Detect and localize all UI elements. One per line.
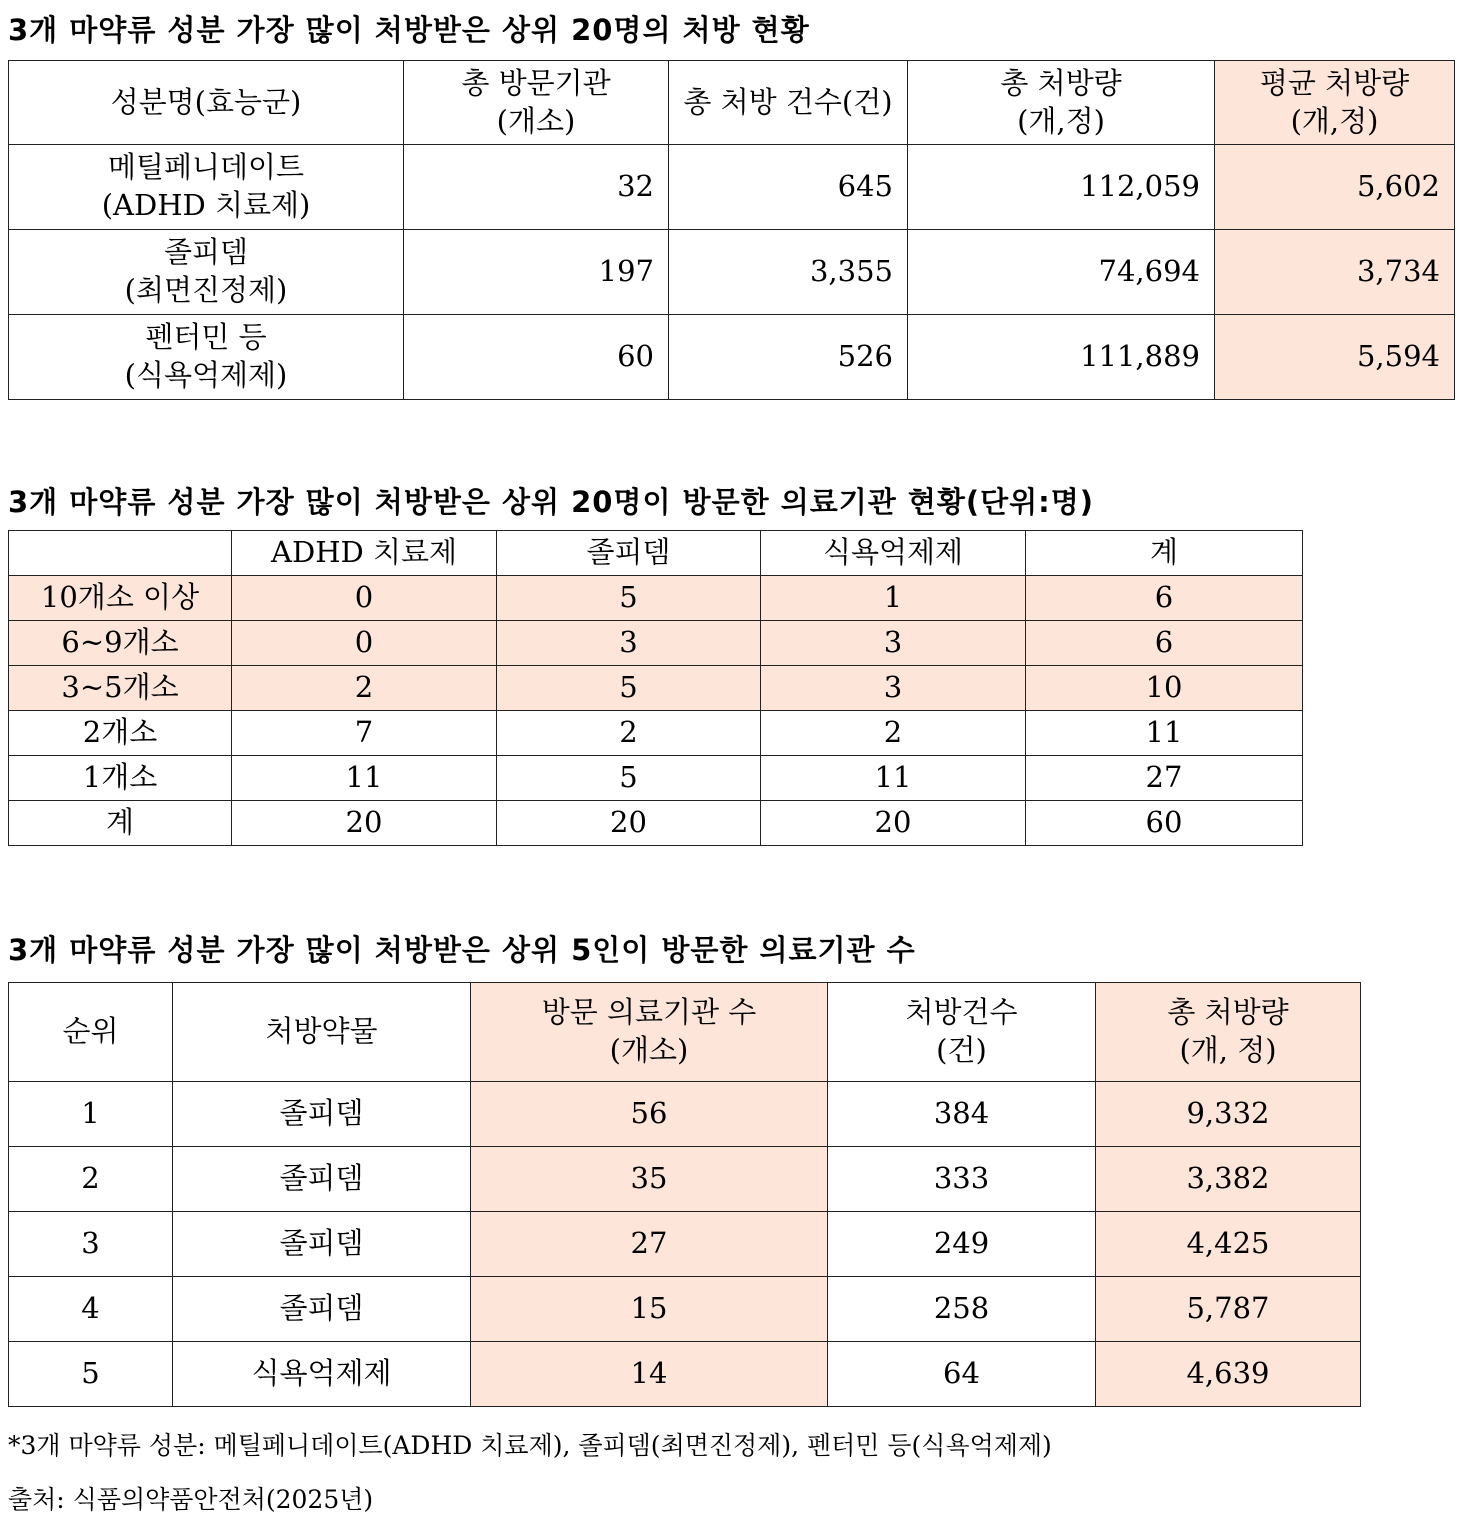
value-cell-text: 3,734 (1356, 254, 1440, 289)
rank-cell (9, 1277, 173, 1342)
header-cell-text: 식욕억제제 (822, 535, 964, 570)
rank-cell-text: 3 (81, 1226, 100, 1261)
footnote: *3개 마약류 성분: 메틸페니데이트(ADHD 치료제), 졸피뎀(최면진정제), 펜터민 등(식욕억제제) (8, 1431, 1052, 1460)
range-cell (9, 711, 232, 756)
value-cell (1026, 756, 1303, 801)
value-cell (1096, 1277, 1361, 1342)
ingredient-cell-text: 펜터민 등 (145, 320, 267, 355)
table-row (9, 315, 1455, 400)
value-cell-text: 60 (1145, 805, 1183, 840)
range-cell-text: 6~9개소 (61, 625, 179, 660)
value-cell (828, 1082, 1096, 1147)
value-cell-text: 249 (933, 1226, 990, 1261)
value-cell (471, 1342, 828, 1407)
ingredient-cell-text: 졸피뎀 (163, 235, 249, 270)
table-row (9, 711, 1303, 756)
table-row (9, 145, 1455, 230)
value-cell (173, 1147, 471, 1212)
value-cell-text: 11 (345, 760, 383, 795)
value-cell (1026, 666, 1303, 711)
value-cell-text: 4,639 (1186, 1356, 1270, 1391)
table-row (9, 666, 1303, 711)
value-cell-text: 645 (837, 169, 893, 204)
value-cell (761, 756, 1026, 801)
header-cell-text: (건) (936, 1033, 987, 1067)
value-cell (497, 801, 761, 846)
ingredient-cell-text: 메틸페니데이트 (107, 150, 305, 185)
range-cell-text: 1개소 (82, 760, 158, 795)
range-cell-text: 3~5개소 (61, 670, 179, 705)
value-cell-text: 졸피뎀 (279, 1161, 364, 1196)
value-cell-text: 27 (630, 1226, 668, 1261)
table3-title: 3개 마약류 성분 가장 많이 처방받은 상위 5인이 방문한 의료기관 수 (8, 933, 916, 967)
value-cell (497, 756, 761, 801)
rank-cell-text: 2 (81, 1161, 100, 1196)
value-cell (828, 1277, 1096, 1342)
value-cell-text: 9,332 (1186, 1096, 1270, 1131)
value-cell-text: 56 (630, 1096, 668, 1131)
header-cell-text: 계 (1149, 535, 1178, 570)
value-cell (497, 711, 761, 756)
range-cell (9, 666, 232, 711)
table-row (9, 801, 1303, 846)
value-cell (908, 145, 1215, 230)
value-cell-text: 졸피뎀 (279, 1096, 364, 1131)
value-cell (471, 1212, 828, 1277)
ingredient-cell-text: (최면진정제) (124, 273, 288, 307)
table-row (9, 1212, 1361, 1277)
header-cell (908, 61, 1215, 145)
header-cell (761, 531, 1026, 576)
value-cell-text: 2 (619, 715, 638, 750)
value-cell (497, 666, 761, 711)
value-cell-text: 식욕억제제 (251, 1356, 392, 1391)
table-row (9, 1342, 1361, 1407)
header-cell-text: 총 처방량 (1167, 995, 1289, 1030)
value-cell-text: 11 (874, 760, 912, 795)
value-cell (232, 576, 497, 621)
value-cell-text: 111,889 (1080, 339, 1200, 374)
table-row (9, 576, 1303, 621)
value-cell-text: 258 (933, 1291, 990, 1326)
value-cell (669, 230, 908, 315)
header-cell-text: 처방약물 (265, 1014, 378, 1049)
header-cell-text: (개소) (496, 103, 576, 138)
value-cell-text: 60 (617, 339, 654, 374)
value-cell-text: 526 (837, 339, 893, 374)
value-cell (1026, 621, 1303, 666)
range-cell (9, 576, 232, 621)
value-cell (828, 1342, 1096, 1407)
rank-cell-text: 5 (81, 1356, 100, 1391)
header-cell-text: (개, 정) (1179, 1033, 1277, 1067)
value-cell-text: 7 (354, 715, 374, 750)
rank-cell-text: 1 (81, 1096, 100, 1131)
value-cell-text: 197 (598, 254, 654, 289)
rank-cell-text: 4 (81, 1291, 100, 1326)
value-cell (669, 145, 908, 230)
value-cell-text: 3 (883, 625, 903, 660)
header-cell-text: 방문 의료기관 수 (541, 995, 757, 1030)
header-cell-text: 총 처방 건수(건) (683, 84, 893, 119)
value-cell-text: 5,594 (1356, 339, 1440, 374)
range-cell (9, 621, 232, 666)
range-cell (9, 756, 232, 801)
value-cell (404, 145, 669, 230)
header-cell-text: 졸피뎀 (586, 535, 671, 570)
value-cell (1096, 1147, 1361, 1212)
value-cell (1215, 230, 1455, 315)
value-cell-text: 11 (1145, 715, 1183, 750)
header-cell (9, 983, 173, 1082)
source-note: 출처: 식품의약품안전처(2025년) (8, 1485, 374, 1514)
prescription-status-table (8, 60, 1455, 400)
value-cell-text: 15 (630, 1291, 668, 1326)
value-cell-text: 0 (354, 580, 374, 615)
value-cell-text: 6 (1154, 625, 1174, 660)
value-cell (173, 1082, 471, 1147)
value-cell-text: 3,355 (809, 254, 893, 289)
header-cell (232, 531, 497, 576)
value-cell-text: 32 (617, 169, 654, 204)
value-cell-text: 5,602 (1356, 169, 1440, 204)
value-cell (1096, 1212, 1361, 1277)
value-cell (497, 576, 761, 621)
value-cell (1026, 576, 1303, 621)
ingredient-cell (9, 315, 404, 400)
value-cell-text: 35 (630, 1161, 668, 1196)
value-cell (232, 756, 497, 801)
value-cell (669, 315, 908, 400)
value-cell (761, 576, 1026, 621)
value-cell (404, 230, 669, 315)
value-cell (908, 230, 1215, 315)
header-cell-text: ADHD 치료제 (271, 535, 457, 570)
value-cell (1026, 801, 1303, 846)
range-cell (9, 801, 232, 846)
value-cell (1215, 145, 1455, 230)
table2-title: 3개 마약류 성분 가장 많이 처방받은 상위 20명이 방문한 의료기관 현황(단위:명) (8, 485, 1095, 519)
value-cell-text: 20 (345, 805, 383, 840)
header-cell-text: 처방건수 (905, 995, 1018, 1030)
table-row (9, 230, 1455, 315)
value-cell (828, 1147, 1096, 1212)
header-cell-text: (개,정) (1017, 103, 1105, 138)
header-cell-text: (개소) (609, 1033, 689, 1067)
header-cell (471, 983, 828, 1082)
table-row (9, 756, 1303, 801)
rank-cell (9, 1082, 173, 1147)
value-cell-text: 3 (619, 625, 638, 660)
value-cell-text: 384 (933, 1096, 990, 1131)
range-cell-text: 2개소 (82, 715, 158, 750)
value-cell (1096, 1342, 1361, 1407)
table-row (9, 1082, 1361, 1147)
value-cell-text: 10 (1145, 670, 1183, 705)
value-cell (761, 666, 1026, 711)
value-cell (232, 666, 497, 711)
header-cell-text: 순위 (62, 1014, 119, 1049)
range-cell-text: 계 (105, 805, 134, 840)
table1-title: 3개 마약류 성분 가장 많이 처방받은 상위 20명의 처방 현황 (8, 13, 810, 47)
header-cell (669, 61, 908, 145)
value-cell (232, 801, 497, 846)
value-cell (761, 711, 1026, 756)
header-cell-text: (개,정) (1290, 103, 1379, 138)
value-cell-text: 20 (610, 805, 647, 840)
table-row (9, 1147, 1361, 1212)
top5-table (8, 982, 1361, 1407)
header-cell (1096, 983, 1361, 1082)
value-cell-text: 27 (1145, 760, 1183, 795)
value-cell-text: 5,787 (1186, 1291, 1270, 1326)
ingredient-cell (9, 145, 404, 230)
value-cell (761, 621, 1026, 666)
value-cell (1096, 1082, 1361, 1147)
header-cell (9, 61, 404, 145)
value-cell-text: 5 (619, 580, 638, 615)
header-cell (497, 531, 761, 576)
value-cell-text: 333 (933, 1161, 990, 1196)
value-cell-text: 4,425 (1186, 1226, 1270, 1261)
ingredient-cell-text: (ADHD 치료제) (101, 188, 311, 222)
value-cell-text: 졸피뎀 (279, 1226, 364, 1261)
header-cell-text: 총 처방량 (1000, 65, 1122, 100)
value-cell (497, 621, 761, 666)
value-cell (404, 315, 669, 400)
rank-cell (9, 1212, 173, 1277)
value-cell-text: 14 (630, 1356, 668, 1391)
header-cell (1215, 61, 1455, 145)
value-cell-text: 5 (619, 670, 638, 705)
rank-cell (9, 1342, 173, 1407)
header-row (9, 61, 1455, 145)
value-cell-text: 3,382 (1186, 1161, 1270, 1196)
value-cell (232, 711, 497, 756)
institution-visit-table (8, 530, 1303, 846)
value-cell (471, 1147, 828, 1212)
range-cell-text: 10개소 이상 (40, 580, 200, 615)
value-cell (828, 1212, 1096, 1277)
value-cell-text: 3 (883, 670, 903, 705)
header-cell (828, 983, 1096, 1082)
value-cell-text: 0 (354, 625, 374, 660)
value-cell (761, 801, 1026, 846)
value-cell-text: 졸피뎀 (279, 1291, 364, 1326)
table-row (9, 621, 1303, 666)
value-cell-text: 64 (943, 1356, 980, 1391)
header-cell (9, 531, 232, 576)
value-cell (471, 1277, 828, 1342)
value-cell-text: 2 (354, 670, 374, 705)
header-cell (404, 61, 669, 145)
value-cell-text: 20 (874, 805, 912, 840)
value-cell (1026, 711, 1303, 756)
header-cell-text: 평균 처방량 (1259, 65, 1410, 100)
value-cell-text: 6 (1154, 580, 1174, 615)
table-row (9, 1277, 1361, 1342)
header-row (9, 531, 1303, 576)
value-cell-text: 74,694 (1098, 254, 1200, 289)
header-cell-text: 총 방문기관 (461, 65, 611, 100)
rank-cell (9, 1147, 173, 1212)
ingredient-cell (9, 230, 404, 315)
header-row (9, 983, 1361, 1082)
value-cell (173, 1342, 471, 1407)
value-cell (173, 1212, 471, 1277)
value-cell (1215, 315, 1455, 400)
header-cell (1026, 531, 1303, 576)
value-cell (232, 621, 497, 666)
ingredient-cell-text: (식욕억제제) (124, 358, 288, 392)
value-cell (173, 1277, 471, 1342)
value-cell-text: 5 (619, 760, 638, 795)
value-cell-text: 112,059 (1080, 169, 1200, 204)
value-cell-text: 2 (883, 715, 903, 750)
header-cell (173, 983, 471, 1082)
value-cell (471, 1082, 828, 1147)
value-cell (908, 315, 1215, 400)
value-cell-text: 1 (883, 580, 903, 615)
header-cell-text: 성분명(효능군) (110, 84, 302, 119)
